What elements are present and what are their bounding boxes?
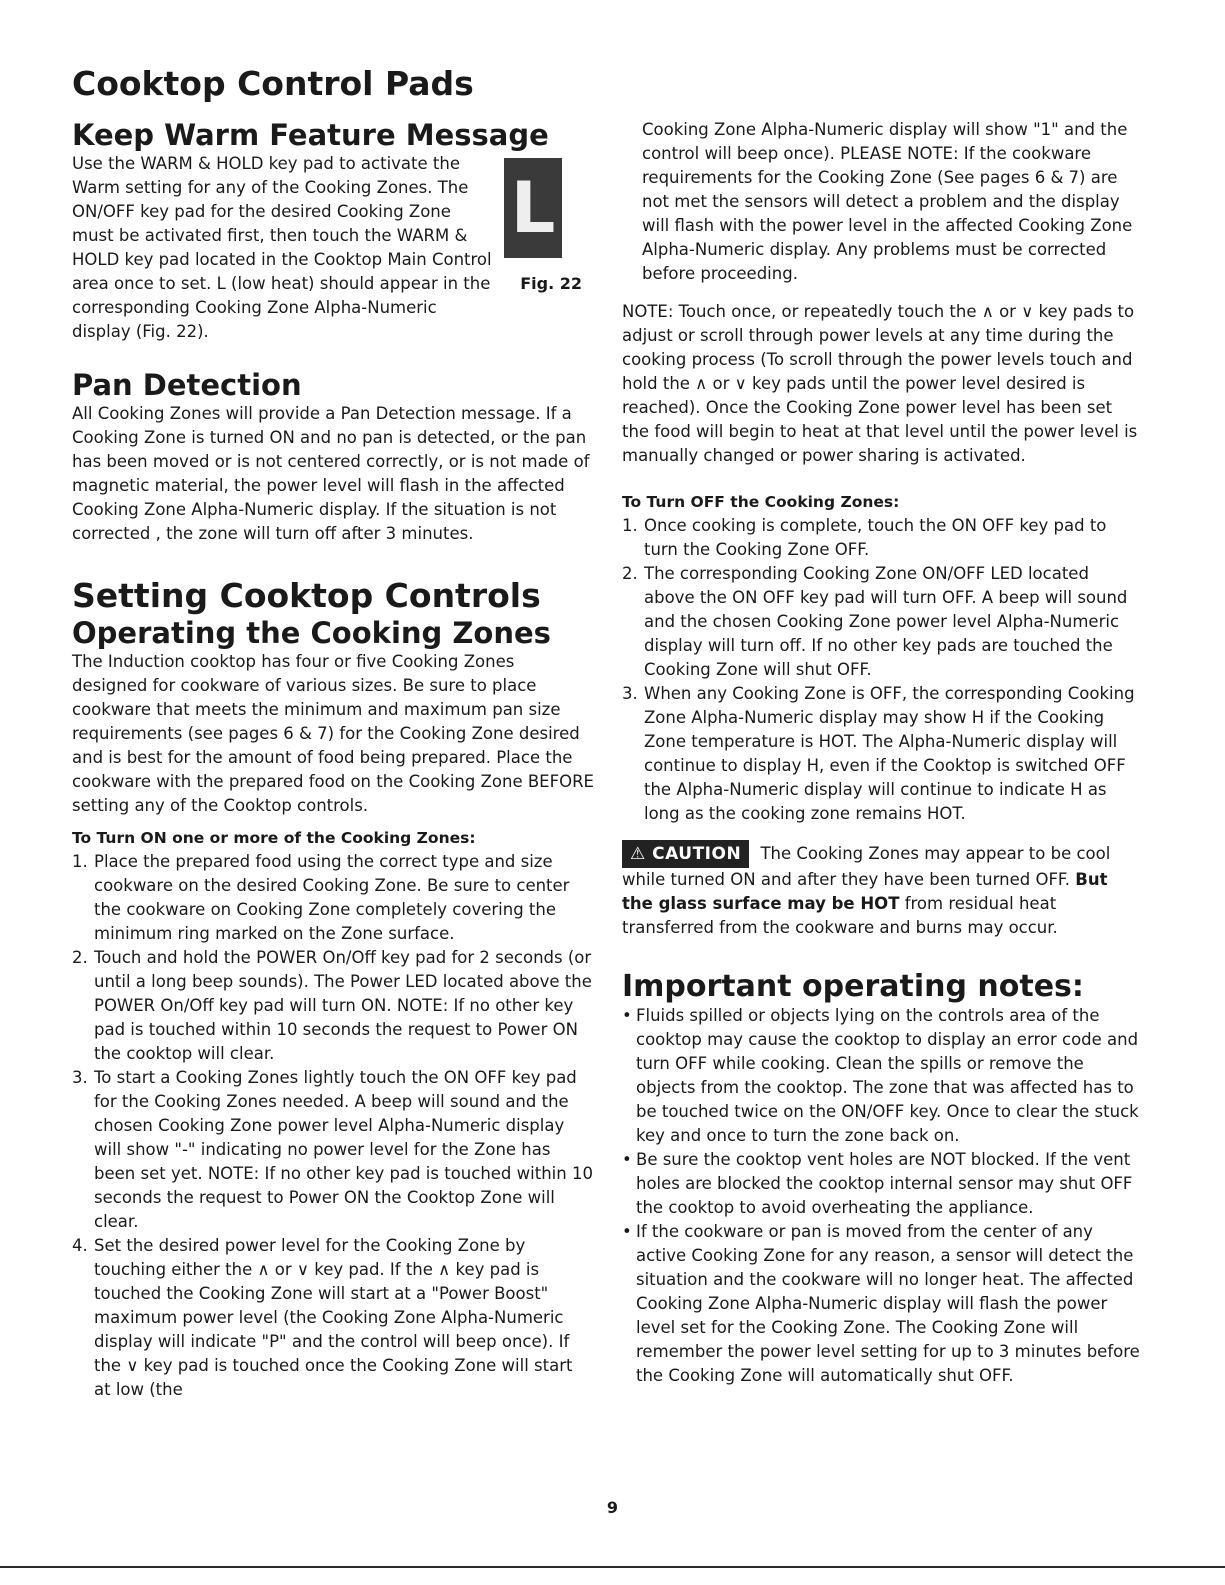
keep-warm-section [72, 118, 594, 344]
keep-warm-heading: Keep Warm Feature Message [72, 118, 549, 152]
list-item [622, 514, 1144, 562]
step-text: Set the desired power level for the Cooking Zone by touching either the ∧ or ∨ key pad. If the ∧ key pad is touched the Cooking Zone will start at a "Power Boost" maximum power level (the Cooking Zone Alpha-Numeric display will indicate "P" and the control will beep once). If the ∨ key pad is touched once the Cooking Zone will start at low (the [94, 1236, 573, 1399]
list-item [72, 946, 594, 1066]
fig-22-label: Fig. 22 [520, 274, 582, 293]
operating-zones-intro: The Induction cooktop has four or five Cooking Zones designed for cookware of various sizes. Be sure to place cookware that meets the minimum and maximum pan size requirements (see pages 6 & 7) for the Cooking Zone desired and is best for the amount of food being prepared. Place the cookware with the prepared food on the Cooking Zone BEFORE setting any of the Cooktop controls. [72, 652, 594, 815]
step-text: Once cooking is complete, touch the ON OFF key pad to turn the Cooking Zone OFF. [644, 516, 1107, 559]
page-bottom-rule [0, 1566, 1225, 1568]
step-number: 2. [622, 564, 638, 583]
step-text: Place the prepared food using the correct type and size cookware on the desired Cooking Zone. Be sure to center the cookware on Cooking Zone completely covering the minimum ring marked on the Zone surface. [94, 852, 570, 943]
page-title: Cooktop Control Pads [72, 64, 474, 103]
list-item [622, 682, 1144, 826]
continued-text: Cooking Zone Alpha-Numeric display will show "1" and the control will beep once). PLEASE NOTE: If the cookware requirements for the Cooking Zone (See pages 6 & 7) are not met the sensors will detect a problem and the display will flash with the power level in the affected Cooking Zone Alpha-Numeric display. Any problems must be corrected before proceeding. [642, 120, 1133, 283]
caution-text-2: from residual heat transferred from the cookware and burns may occur. [622, 894, 1058, 937]
step-number: 1. [622, 516, 638, 535]
list-item [72, 850, 594, 946]
step-text: Touch and hold the POWER On/Off key pad for 2 seconds (or until a long beep sounds). The Power LED located above the POWER On/Off key pad will turn ON. NOTE: If no other key pad is touched within 10 seconds the request to Power ON the cooktop will clear. [94, 948, 592, 1063]
right-column [622, 118, 1144, 1388]
turn-off-title: To Turn OFF the Cooking Zones: [622, 493, 900, 511]
step-number: 4. [72, 1236, 88, 1255]
operating-zones-heading: Operating the Cooking Zones [72, 616, 551, 650]
turn-off-steps [622, 514, 1144, 826]
important-notes-heading: Important operating notes: [622, 969, 1084, 1004]
step-number: 2. [72, 948, 88, 967]
step-number: 1. [72, 852, 88, 871]
pan-detection-section [72, 368, 594, 546]
setting-controls-heading: Setting Cooktop Controls [72, 576, 541, 615]
caution-badge: ⚠ CAUTION [622, 840, 749, 868]
turn-on-title: To Turn ON one or more of the Cooking Zones: [72, 829, 476, 847]
scroll-note: NOTE: Touch once, or repeatedly touch the ∧ or ∨ key pads to adjust or scroll through power levels at any time during the cooking process (To scroll through the power levels touch and hold the ∧ or ∨ key pads until the power level desired is reached). Once the Cooking Zone power level has been set the food will begin to heat at that level until the power level is manually changed or power sharing is activated. [622, 302, 1138, 465]
pan-detection-body: All Cooking Zones will provide a Pan Detection message. If a Cooking Zone is turned ON and no pan is detected, or the pan has been moved or is not centered correctly, or is not made of magnetic material, the power level will flash in the affected Cooking Zone Alpha-Numeric display. If the situation is not corrected , the zone will turn off after 3 minutes. [72, 404, 590, 543]
caution-bold: But the glass surface may be HOT [622, 870, 1108, 913]
list-item: • Be sure the cooktop vent holes are NOT blocked. If the vent holes are blocked the cooktop internal sensor may shut OFF the cooktop to avoid overheating the appliance. [622, 1148, 1144, 1220]
turn-on-steps [72, 850, 594, 1402]
fig-22-glyph: L [510, 167, 556, 249]
fig-22-display-image [504, 158, 562, 258]
step-text: When any Cooking Zone is OFF, the corresponding Cooking Zone Alpha-Numeric display may show H if the Cooking Zone temperature is HOT. The Alpha-Numeric display will continue to display H, even if the Cooktop is switched OFF the Alpha-Numeric display will continue to indicate H as long as the cooking zone remains HOT. [644, 684, 1135, 823]
step-number: 3. [72, 1068, 88, 1087]
caution-paragraph [622, 840, 1144, 940]
pan-detection-heading: Pan Detection [72, 368, 302, 402]
list-item: • If the cookware or pan is moved from the center of any active Cooking Zone for any reason, a sensor will detect the situation and the cookware will no longer heat. The affected Cooking Zone Alpha-Numeric display will flash the power level set for the Cooking Zone. The Cooking Zone will remember the power level setting for up to 3 minutes before the Cooking Zone will automatically shut OFF. [622, 1220, 1144, 1388]
setting-controls-section [72, 576, 594, 1402]
page-number: 9 [606, 1498, 619, 1517]
step-text: To start a Cooking Zones lightly touch the ON OFF key pad for the Cooking Zones needed. A beep will sound and the chosen Cooking Zone power level Alpha-Numeric display will show "-" indicating no power level for the Zone has been set yet. NOTE: If no other key pad is touched within 10 seconds the request to Power ON the Cooktop Zone will clear. [94, 1068, 593, 1231]
left-column [72, 118, 594, 1402]
list-item [72, 1066, 594, 1234]
step-number: 3. [622, 684, 638, 703]
step-text: The corresponding Cooking Zone ON/OFF LED located above the ON OFF key pad will turn OFF. A beep will sound and the chosen Cooking Zone power level Alpha-Numeric display will turn off. If no other key pads are touched the Cooking Zone will shut OFF. [644, 564, 1128, 679]
important-notes-list [622, 1004, 1144, 1388]
list-item: • Fluids spilled or objects lying on the controls area of the cooktop may cause the cooktop to display an error code and turn OFF while cooking. Clean the spills or remove the objects from the cooktop. The zone that was affected has to be touched twice on the ON/OFF key. Once to clear the stuck key and once to turn the zone back on. [622, 1004, 1144, 1148]
keep-warm-body: Use the WARM & HOLD key pad to activate the Warm setting for any of the Cooking Zones. The ON/OFF key pad for the desired Cooking Zone must be activated first, then touch the WARM & HOLD key pad located in the Cooktop Main Control area once to set. L (low heat) should appear in the corresponding Cooking Zone Alpha-Numeric display (Fig. 22). [72, 154, 492, 341]
list-item [72, 1234, 594, 1402]
list-item [622, 562, 1144, 682]
caution-text-1: The Cooking Zones may appear to be cool while turned ON and after they have been turned OFF. [622, 844, 1111, 889]
